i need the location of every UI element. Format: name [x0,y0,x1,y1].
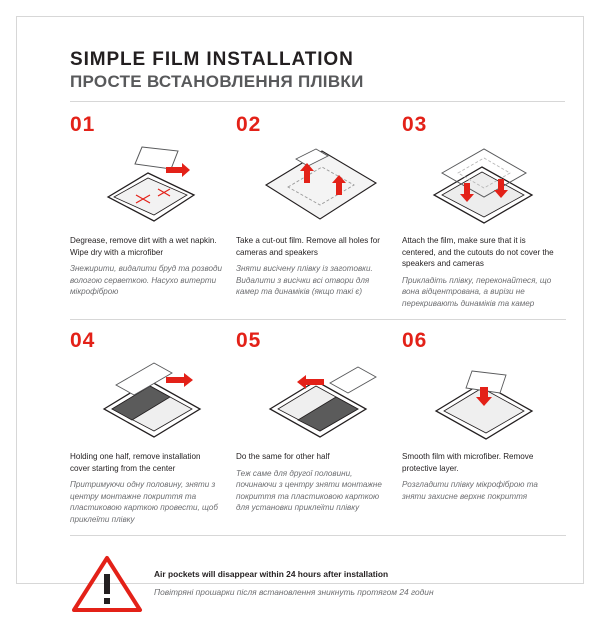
step-number: 01 [70,113,96,137]
steps-grid [70,114,566,546]
step-text-uk: Зняти висічену плівку із заготовки. Видалити з висічки всі отвори для камер та динаміків (якщо такі є) [236,264,373,297]
row-divider [70,535,566,536]
footer-text-uk: Повітряні прошарки після встановлення зникнуть протягом 24 годин [154,587,434,598]
illustration-phone-wipe [70,137,230,229]
step-03 [402,114,566,309]
page-title-en: SIMPLE FILM INSTALLATION [70,49,354,70]
step-number: 06 [402,329,428,353]
warning-triangle-icon [70,552,144,614]
step-text-uk: Притримуючи одну половину, зняти з центру монтажне покриття та пластиковою карткою провести, щоб приклеїти плівку [70,480,218,524]
footer-text-en: Air pockets will disappear within 24 hours after installation [154,569,389,580]
step-number: 02 [236,113,262,137]
step-text-en: Smooth film with microfiber. Remove protective layer. [402,452,534,473]
step-number: 03 [402,113,428,137]
illustration-film-cutout [236,137,396,229]
step-text-uk: Теж саме для другої половини, починаючи з центру зняти монтажне покриття та пластиковою карткою для установки приклеїти плівку [236,468,382,513]
step-text-uk: Розгладити плівку мікрофіброю та зняти захисне верхнє покриття [402,480,538,501]
step-text-en: Do the same for other half [236,452,330,462]
footer-warning [70,552,566,614]
footer-text-block [154,568,566,598]
row-divider [70,319,566,320]
step-text-en: Take a cut-out film. Remove all holes for cameras and speakers [236,236,380,257]
step-text-uk: Знежирити, видалити бруд та розводи вологою серветкою. Насухо витерти мікрофіброю [70,264,222,297]
step-04 [70,330,234,525]
step-number: 05 [236,329,262,353]
step-text-en: Degrease, remove dirt with a wet napkin. Wipe dry with a microfiber [70,236,217,257]
illustration-smooth-film [402,353,562,445]
illustration-peel-half [70,353,230,445]
illustration-peel-other-half [236,353,396,445]
step-text-en: Attach the film, make sure that it is centered, and the cutouts do not cover the speakers and cameras [402,236,554,269]
illustration-film-attach [402,137,562,229]
step-05 [236,330,400,525]
step-text-uk: Прикладіть плівку, переконайтеся, що вона відцентрована, а вирізи не перекривають динаміків та камер [402,275,552,308]
page-title-uk: ПРОСТЕ ВСТАНОВЛЕННЯ ПЛІВКИ [70,71,364,91]
header-divider [70,101,565,102]
step-06 [402,330,566,525]
step-text-en: Holding one half, remove installation cover starting from the center [70,452,201,473]
header [70,50,566,102]
step-02 [236,114,400,309]
step-number: 04 [70,329,96,353]
step-01 [70,114,234,309]
